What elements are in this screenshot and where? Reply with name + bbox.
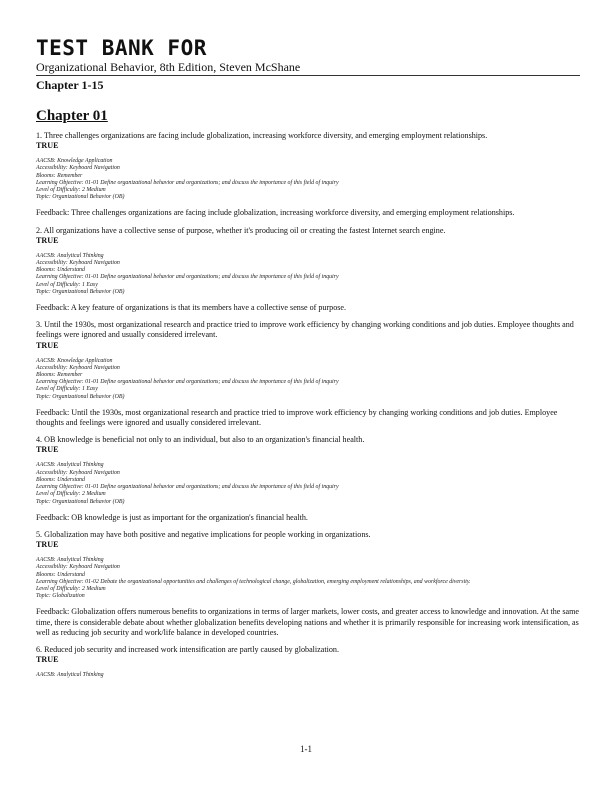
meta-accessibility: Accessibility: Keyboard Navigation — [36, 469, 120, 476]
test-bank-title: TEST BANK FOR — [36, 36, 207, 60]
question-metadata — [36, 158, 580, 201]
page-number: 1-1 — [300, 744, 312, 754]
meta-aacsb: AACSB: Analytical Thinking — [36, 252, 104, 259]
question-feedback: Feedback: Until the 1930s, most organizational research and practice tried to improve work efficiency by changing working conditions and job duties. Employee thoughts and feelings were ignored and usually considered irrelevant. — [36, 407, 558, 428]
meta-topic: Topic: Organizational Behavior (OB) — [36, 194, 125, 201]
meta-learning-objective: Learning Objective: 01-01 Define organizational behavior and organizations; and discuss the importance of this field of inquiry — [36, 484, 339, 491]
meta-blooms: Blooms: Understand — [36, 267, 85, 274]
question-feedback: Feedback: A key feature of organizations is that its members have a collective sense of purpose. — [36, 303, 347, 313]
meta-topic: Topic: Organizational Behavior (OB) — [36, 393, 125, 400]
chapter-range: Chapter 1-15 — [36, 78, 104, 92]
question-answer: TRUE — [36, 540, 59, 550]
meta-topic: Topic: Globalization — [36, 593, 85, 600]
meta-blooms: Blooms: Understand — [36, 476, 85, 483]
question-answer: TRUE — [36, 340, 59, 350]
meta-aacsb: AACSB: Analytical Thinking — [36, 672, 104, 679]
question-metadata — [36, 557, 580, 600]
header-rule — [36, 75, 580, 76]
meta-topic: Topic: Organizational Behavior (OB) — [36, 498, 125, 505]
question-item — [36, 320, 580, 428]
question-item — [36, 131, 580, 219]
question-answer: TRUE — [36, 235, 59, 245]
question-feedback: Feedback: Globalization offers numerous benefits to organizations in terms of larger markets, lower costs, and greater access to knowledge and innovation. At the same time, there is considerable debate about whether globalization benefits developing nations and whether it is primarily responsible for increasing work intensification, as well as reducing job security and work/life balance in developed countries. — [36, 607, 580, 637]
meta-blooms: Blooms: Remember — [36, 172, 83, 179]
meta-learning-objective: Learning Objective: 01-01 Define organizational behavior and organizations; and discuss the importance of this field of inquiry — [36, 379, 339, 386]
question-text: 3. Until the 1930s, most organizational research and practice tried to improve work efficiency by changing working conditions and job duties. Employee thoughts and feelings were ignored and usually considered irrelevant. — [36, 320, 574, 340]
meta-accessibility: Accessibility: Keyboard Navigation — [36, 364, 120, 371]
meta-difficulty: Level of Difficulty: 2 Medium — [36, 585, 106, 592]
chapter-heading: Chapter 01 — [36, 108, 108, 124]
question-text: 1. Three challenges organizations are facing include globalization, increasing workforce diversity, and emerging employment relationships. — [36, 131, 488, 140]
meta-aacsb: AACSB: Knowledge Application — [36, 158, 113, 165]
question-metadata — [36, 672, 580, 679]
meta-accessibility: Accessibility: Keyboard Navigation — [36, 564, 120, 571]
question-feedback: Feedback: Three challenges organizations are facing include globalization, increasing workforce diversity, and emerging employment relationships. — [36, 208, 515, 218]
question-metadata — [36, 253, 580, 296]
question-answer: TRUE — [36, 445, 59, 455]
meta-learning-objective: Learning Objective: 01-02 Debate the organizational opportunities and challenges of technological change, globalization, emerging employment relationships, and workforce diversity. — [36, 578, 471, 585]
question-item — [36, 435, 580, 523]
meta-difficulty: Level of Difficulty: 1 Easy — [36, 281, 98, 288]
document-content — [36, 108, 580, 686]
meta-accessibility: Accessibility: Keyboard Navigation — [36, 165, 120, 172]
question-answer: TRUE — [36, 141, 59, 151]
question-text: 6. Reduced job security and increased work intensification are partly caused by globalization. — [36, 644, 339, 654]
meta-blooms: Blooms: Remember — [36, 372, 83, 379]
meta-topic: Topic: Organizational Behavior (OB) — [36, 288, 125, 295]
question-text: 2. All organizations have a collective sense of purpose, whether it's producing oil or creating the fastest Internet search engine. — [36, 225, 446, 235]
book-subtitle: Organizational Behavior, 8th Edition, Steven McShane — [36, 60, 301, 74]
meta-blooms: Blooms: Understand — [36, 571, 85, 578]
question-text: 4. OB knowledge is beneficial not only to an individual, but also to an organization's financial health. — [36, 435, 365, 445]
document-header — [36, 37, 580, 92]
question-item — [36, 530, 580, 638]
meta-accessibility: Accessibility: Keyboard Navigation — [36, 260, 120, 267]
meta-learning-objective: Learning Objective: 01-01 Define organizational behavior and organizations; and discuss the importance of this field of inquiry — [36, 274, 339, 281]
meta-difficulty: Level of Difficulty: 1 Easy — [36, 386, 98, 393]
meta-aacsb: AACSB: Analytical Thinking — [36, 557, 104, 564]
question-metadata — [36, 462, 580, 505]
question-text: 5. Globalization may have both positive and negative implications for people working in organizations. — [36, 529, 371, 539]
meta-aacsb: AACSB: Knowledge Application — [36, 357, 113, 364]
meta-difficulty: Level of Difficulty: 2 Medium — [36, 491, 106, 498]
question-item — [36, 645, 580, 679]
meta-difficulty: Level of Difficulty: 2 Medium — [36, 187, 106, 194]
question-answer: TRUE — [36, 655, 59, 665]
meta-learning-objective: Learning Objective: 01-01 Define organizational behavior and organizations; and discuss the importance of this field of inquiry — [36, 179, 339, 186]
question-feedback: Feedback: OB knowledge is just as important for the organization's financial health. — [36, 512, 308, 522]
meta-aacsb: AACSB: Analytical Thinking — [36, 462, 104, 469]
question-metadata — [36, 358, 580, 401]
question-item — [36, 226, 580, 314]
